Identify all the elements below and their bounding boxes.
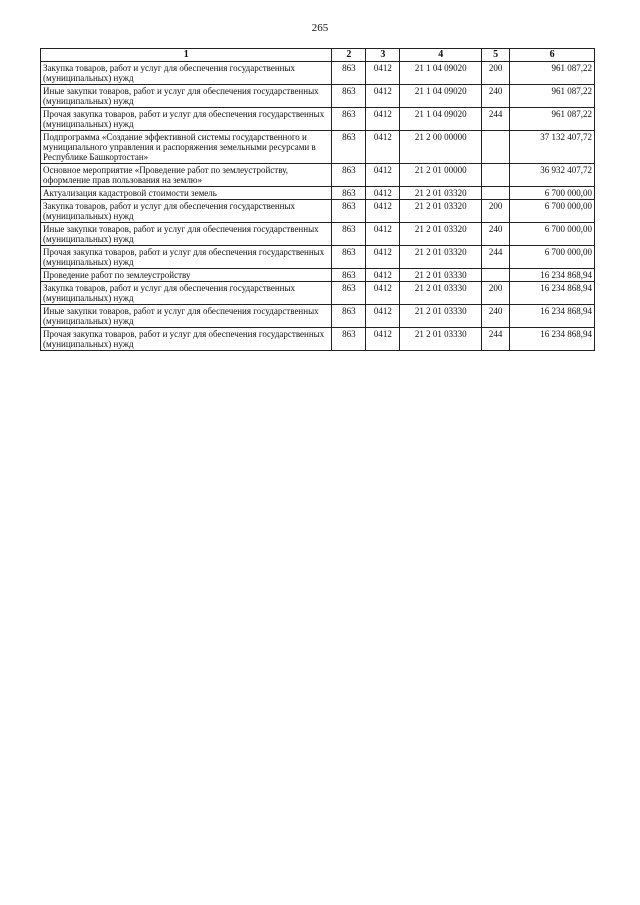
table-row bbox=[41, 108, 595, 131]
table-row bbox=[41, 85, 595, 108]
row-code-cell: 863 bbox=[332, 305, 366, 328]
row-expense-type-cell: 240 bbox=[482, 305, 510, 328]
row-name-cell: Основное мероприятие «Проведение работ по землеустройству, оформление прав пользования на землю» bbox=[41, 164, 332, 187]
row-name-cell: Прочая закупка товаров, работ и услуг для обеспечения государственных (муниципальных) нужд bbox=[41, 328, 332, 351]
row-section-cell: 0412 bbox=[366, 131, 400, 164]
row-code-cell: 863 bbox=[332, 187, 366, 200]
row-name-cell: Прочая закупка товаров, работ и услуг для обеспечения государственных (муниципальных) нужд bbox=[41, 246, 332, 269]
row-amount-cell: 36 932 407,72 bbox=[510, 164, 595, 187]
row-name-cell: Актуализация кадастровой стоимости земель bbox=[41, 187, 332, 200]
row-expense-type-cell: 240 bbox=[482, 85, 510, 108]
row-amount-cell: 6 700 000,00 bbox=[510, 187, 595, 200]
row-code-cell: 863 bbox=[332, 108, 366, 131]
row-section-cell: 0412 bbox=[366, 246, 400, 269]
row-expense-type-cell: 244 bbox=[482, 108, 510, 131]
row-amount-cell: 961 087,22 bbox=[510, 108, 595, 131]
row-expense-type-cell: 200 bbox=[482, 282, 510, 305]
row-section-cell: 0412 bbox=[366, 108, 400, 131]
row-target-article-cell: 21 1 04 09020 bbox=[400, 85, 482, 108]
budget-table bbox=[40, 48, 595, 351]
row-target-article-cell: 21 1 04 09020 bbox=[400, 62, 482, 85]
row-expense-type-cell bbox=[482, 164, 510, 187]
header-row bbox=[41, 49, 595, 62]
row-expense-type-cell: 240 bbox=[482, 223, 510, 246]
row-amount-cell: 37 132 407,72 bbox=[510, 131, 595, 164]
table-row bbox=[41, 187, 595, 200]
row-target-article-cell: 21 2 00 00000 bbox=[400, 131, 482, 164]
header-cell-3: 3 bbox=[366, 49, 400, 62]
row-name-cell: Иные закупки товаров, работ и услуг для обеспечения государственных (муниципальных) нужд bbox=[41, 223, 332, 246]
row-expense-type-cell: 244 bbox=[482, 328, 510, 351]
row-code-cell: 863 bbox=[332, 62, 366, 85]
header-cell-2: 2 bbox=[332, 49, 366, 62]
row-name-cell: Иные закупки товаров, работ и услуг для обеспечения государственных (муниципальных) нужд bbox=[41, 85, 332, 108]
table-row bbox=[41, 328, 595, 351]
row-code-cell: 863 bbox=[332, 131, 366, 164]
row-section-cell: 0412 bbox=[366, 305, 400, 328]
row-target-article-cell: 21 2 01 03330 bbox=[400, 282, 482, 305]
row-code-cell: 863 bbox=[332, 200, 366, 223]
row-target-article-cell: 21 2 01 00000 bbox=[400, 164, 482, 187]
row-section-cell: 0412 bbox=[366, 328, 400, 351]
row-code-cell: 863 bbox=[332, 85, 366, 108]
row-target-article-cell: 21 2 01 03320 bbox=[400, 223, 482, 246]
row-code-cell: 863 bbox=[332, 223, 366, 246]
row-amount-cell: 6 700 000,00 bbox=[510, 200, 595, 223]
row-code-cell: 863 bbox=[332, 282, 366, 305]
table-row bbox=[41, 164, 595, 187]
row-expense-type-cell bbox=[482, 187, 510, 200]
row-amount-cell: 16 234 868,94 bbox=[510, 305, 595, 328]
header-cell-5: 5 bbox=[482, 49, 510, 62]
row-name-cell: Иные закупки товаров, работ и услуг для обеспечения государственных (муниципальных) нужд bbox=[41, 305, 332, 328]
row-name-cell: Подпрограмма «Создание эффективной системы государственного и муниципального управления и распоряжения земельными ресурсами в Республике Башкортостан» bbox=[41, 131, 332, 164]
row-name-cell: Закупка товаров, работ и услуг для обеспечения государственных (муниципальных) нужд bbox=[41, 282, 332, 305]
row-section-cell: 0412 bbox=[366, 200, 400, 223]
row-name-cell: Прочая закупка товаров, работ и услуг для обеспечения государственных (муниципальных) нужд bbox=[41, 108, 332, 131]
row-section-cell: 0412 bbox=[366, 187, 400, 200]
table-row bbox=[41, 269, 595, 282]
row-code-cell: 863 bbox=[332, 269, 366, 282]
row-expense-type-cell: 200 bbox=[482, 62, 510, 85]
row-section-cell: 0412 bbox=[366, 269, 400, 282]
row-target-article-cell: 21 2 01 03330 bbox=[400, 269, 482, 282]
table-body bbox=[41, 62, 595, 351]
row-name-cell: Проведение работ по землеустройству bbox=[41, 269, 332, 282]
row-section-cell: 0412 bbox=[366, 164, 400, 187]
row-expense-type-cell bbox=[482, 269, 510, 282]
row-expense-type-cell: 244 bbox=[482, 246, 510, 269]
row-name-cell: Закупка товаров, работ и услуг для обеспечения государственных (муниципальных) нужд bbox=[41, 200, 332, 223]
header-cell-1: 1 bbox=[41, 49, 332, 62]
header-cell-6: 6 bbox=[510, 49, 595, 62]
table-row bbox=[41, 223, 595, 246]
row-section-cell: 0412 bbox=[366, 62, 400, 85]
row-expense-type-cell: 200 bbox=[482, 200, 510, 223]
row-section-cell: 0412 bbox=[366, 85, 400, 108]
row-target-article-cell: 21 2 01 03330 bbox=[400, 305, 482, 328]
row-code-cell: 863 bbox=[332, 246, 366, 269]
row-code-cell: 863 bbox=[332, 328, 366, 351]
row-amount-cell: 16 234 868,94 bbox=[510, 328, 595, 351]
row-amount-cell: 961 087,22 bbox=[510, 85, 595, 108]
row-amount-cell: 16 234 868,94 bbox=[510, 282, 595, 305]
row-name-cell: Закупка товаров, работ и услуг для обеспечения государственных (муниципальных) нужд bbox=[41, 62, 332, 85]
table-row bbox=[41, 200, 595, 223]
header-cell-4: 4 bbox=[400, 49, 482, 62]
row-section-cell: 0412 bbox=[366, 223, 400, 246]
row-section-cell: 0412 bbox=[366, 282, 400, 305]
row-target-article-cell: 21 2 01 03320 bbox=[400, 246, 482, 269]
row-amount-cell: 6 700 000,00 bbox=[510, 246, 595, 269]
table-row bbox=[41, 246, 595, 269]
row-amount-cell: 6 700 000,00 bbox=[510, 223, 595, 246]
row-target-article-cell: 21 2 01 03330 bbox=[400, 328, 482, 351]
row-expense-type-cell bbox=[482, 131, 510, 164]
table-row bbox=[41, 131, 595, 164]
row-code-cell: 863 bbox=[332, 164, 366, 187]
row-amount-cell: 961 087,22 bbox=[510, 62, 595, 85]
row-amount-cell: 16 234 868,94 bbox=[510, 269, 595, 282]
page-number: 265 bbox=[311, 22, 329, 34]
row-target-article-cell: 21 2 01 03320 bbox=[400, 187, 482, 200]
table-row bbox=[41, 305, 595, 328]
table-row bbox=[41, 62, 595, 85]
table-header bbox=[41, 49, 595, 62]
table-row bbox=[41, 282, 595, 305]
row-target-article-cell: 21 1 04 09020 bbox=[400, 108, 482, 131]
row-target-article-cell: 21 2 01 03320 bbox=[400, 200, 482, 223]
